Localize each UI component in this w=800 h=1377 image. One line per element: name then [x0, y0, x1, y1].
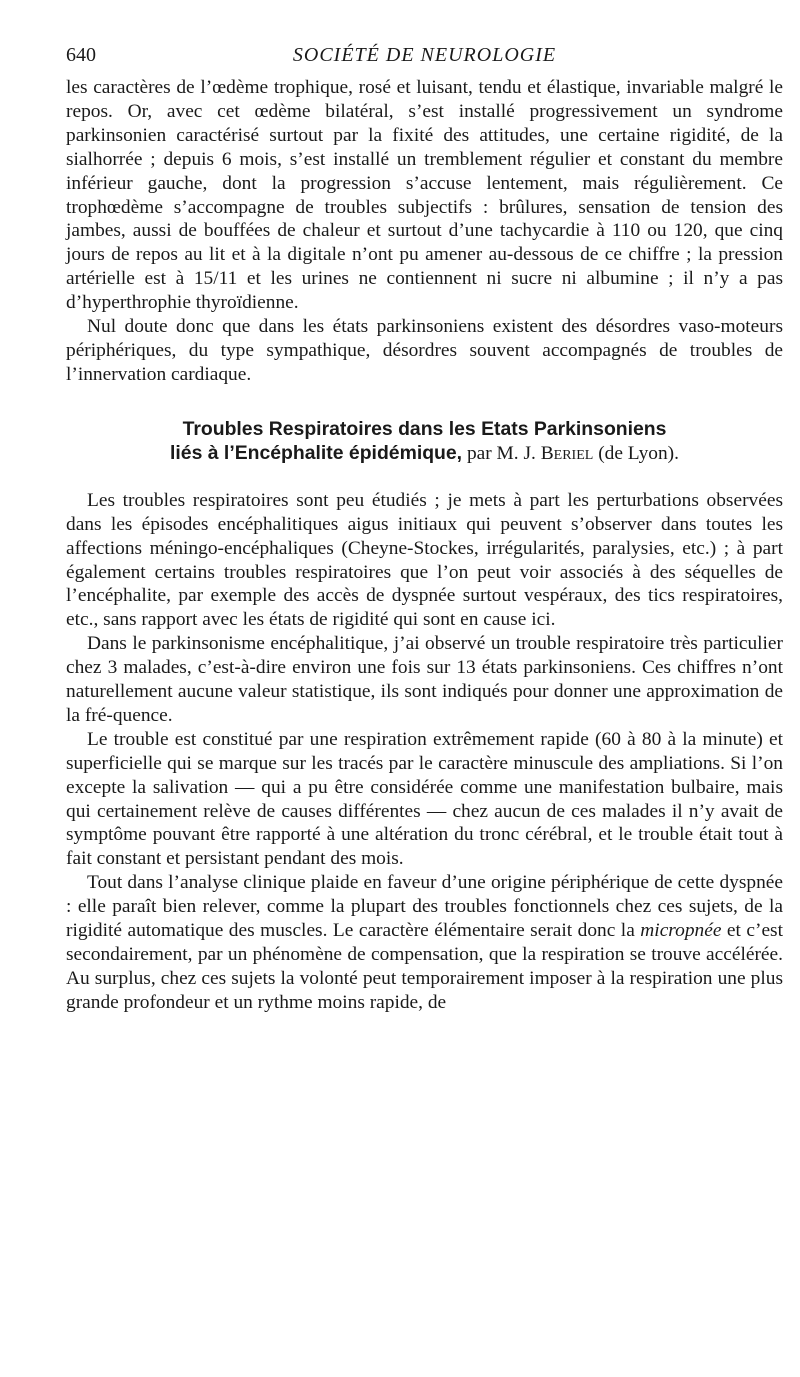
running-header	[66, 44, 783, 76]
journal-title: SOCIÉTÉ DE NEUROLOGIE	[292, 44, 557, 66]
paragraph-4-text-start: Tout dans l’analyse clinique plaide en faveur d’une origine périphérique de cette dyspnée : elle paraît bien relever, comme la plupart des troubles fonctionnels chez ces sujets, de la rigidité automatique des muscles. Le caractère élémentaire serait donc la	[66, 872, 783, 942]
continuation-paragraph-1: les caractères de l’œdème trophique, rosé et luisant, tendu et élastique, invariable malgré le repos. Or, avec cet œdème bilatéral, s’est installé progressivement un syndrome parkinsonien caractérisé surtout par la fixité des attitudes, une certaine rigidité, de la sialhorrée ; depuis 6 mois, s’est installé un tremblement régulier et constant du membre inférieur gauche, dont la progression s’accuse lentement, mais régulièrement. Ce trophœdème s’accompagne de troubles subjectifs : brûlures, sensation de tension des jambes, aussi de bouffées de chaleur et surtout d’une tachycardie à 110 ou 120, que cinq jours de repos au lit et à la digitale n’ont pu amener au-dessous de ce chiffre ; la pression artérielle est à 15/11 et les urines ne contiennent ni sucre ni albumine ; il n’y a pas d’hyperthrophie thyroïdienne.	[66, 77, 783, 314]
byline-prefix: par M. J.	[466, 442, 536, 464]
document-page	[66, 44, 783, 1015]
article-paragraph-2: Dans le parkinsonisme encéphalitique, j’ai observé un trouble respiratoire très particulier chez 3 malades, c’est-à-dire environ une fois sur 13 états parkinsoniens. Ces chiffres n’ont naturellement aucune valeur statistique, ils sont indiqués pour donner une approximation de la fré-quence.	[66, 633, 783, 726]
page-number: 640	[66, 44, 96, 66]
article-paragraph-1: Les troubles respiratoires sont peu étudiés ; je mets à part les perturbations observées dans les épisodes encéphalitiques aigus initiaux qui peuvent s’observer dans toutes les affections méningo-encéphaliques (Cheyne-Stockes, irrégularités, paralysies, etc.) ; à part également certains troubles respiratoires que l’on peut voir associés à des séquelles de l’encéphalite, par exemple des accès de dyspnée surtout vespéraux, des tics respiratoires, etc., sans rapport avec les états de rigidité qui sont en cause ici.	[66, 489, 783, 631]
author-affiliation: (de Lyon).	[598, 442, 679, 464]
italic-term-micropnee: micropnée	[640, 920, 722, 942]
paragraph-4-text-end: et c’est secondairement, par un phénomène de compensation, que la respiration se trouve accélérée. Au surplus, chez ces sujets la volonté peut temporairement imposer à la respiration une plus grande profondeur et un rythme moins rapide, de	[66, 920, 783, 1013]
article-title-line-2: liés à l’Encéphalite épidémique,	[170, 441, 463, 464]
continuation-paragraph-2: Nul doute donc que dans les états parkinsoniens existent des désordres vaso-moteurs périphériques, du type sympathique, désordres souvent accompagnés de troubles de l’innervation cardiaque.	[66, 316, 783, 385]
article-byline	[467, 443, 679, 464]
article-paragraph-4	[66, 871, 783, 1014]
article-paragraph-3: Le trouble est constitué par une respiration extrêmement rapide (60 à 80 à la minute) et superficielle qui se marque sur les tracés par le caractère minuscule des ampliations. Si l’on excepte la salivation — qui a pu être considérée comme une manifestation bulbaire, mais qui certainement relève de causes différentes — chez aucun de ces malades il n’y avait de symptôme pouvant être rapporté à une altération du tronc cérébral, et le trouble était tout à fait constant et persistant pendant des mois.	[66, 728, 783, 870]
article-title-line-1: Troubles Respiratoires dans les Etats Parkinsoniens	[182, 417, 667, 440]
author-name: Beriel	[540, 442, 594, 464]
article-heading	[66, 417, 783, 466]
